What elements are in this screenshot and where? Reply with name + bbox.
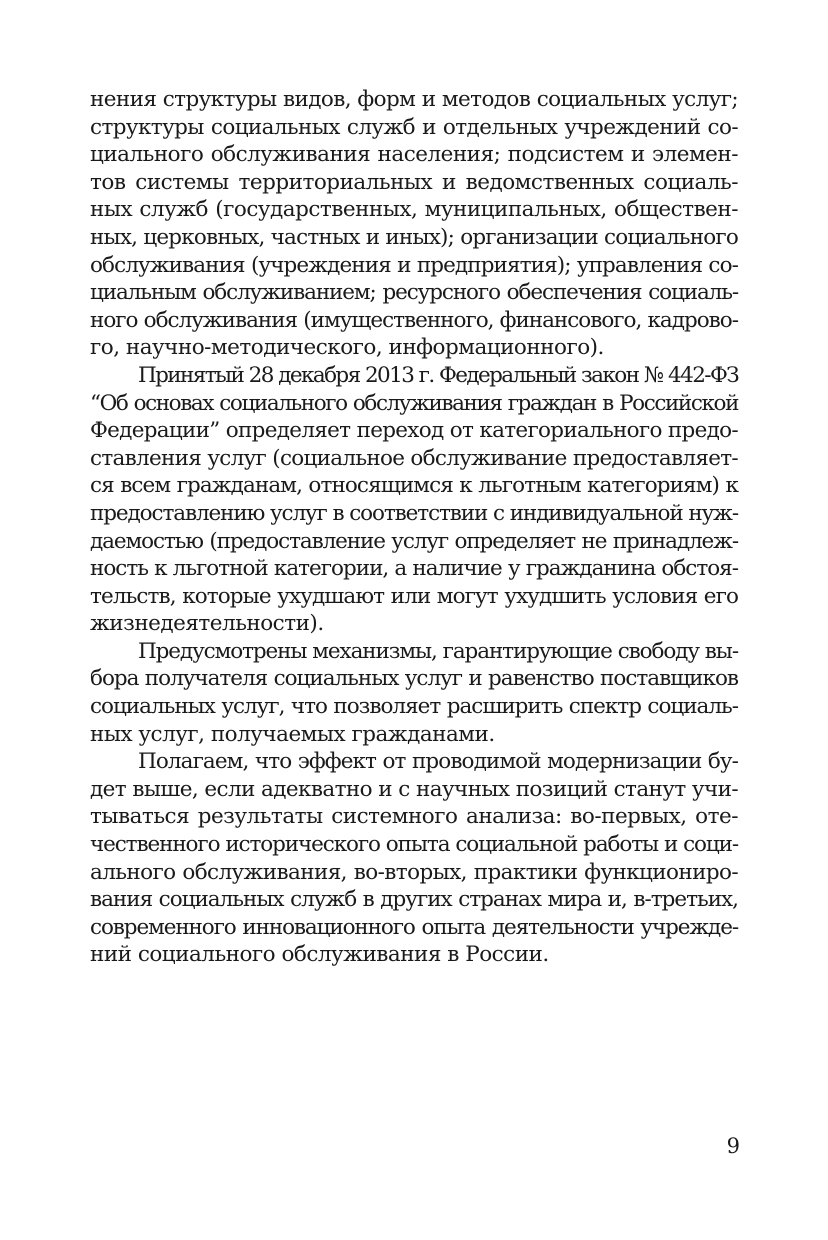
- paragraph-4: [90, 748, 738, 969]
- text-line: бора получателя социальных услуг и равенство поставщиков: [90, 666, 738, 692]
- text-line: ний социального обслуживания в России.: [90, 942, 549, 968]
- body-text: [90, 86, 738, 969]
- text-line: ных, церковных, частных и иных); организации социального: [90, 224, 738, 250]
- text-line: Предусмотрены механизмы, гарантирующие свободу вы-: [138, 638, 738, 664]
- text-line: тельств, которые ухудшают или могут ухудшить условия его: [90, 583, 738, 609]
- text-line: современного инновационного опыта деятельности учрежде-: [90, 914, 738, 940]
- text-line: ных служб (государственных, муниципальных, обществен-: [90, 197, 738, 223]
- text-line: циального обслуживания населения; подсистем и элемен-: [90, 142, 738, 168]
- text-line: тов системы территориальных и ведомственных социаль-: [90, 169, 738, 195]
- text-line: предоставлению услуг в соответствии с индивидуальной нуж-: [90, 500, 738, 526]
- text-line: ся всем гражданам, относящимся к льготным категориям) к: [90, 473, 738, 499]
- text-line: ных услуг, получаемых гражданами.: [90, 721, 495, 747]
- text-line: нения структуры видов, форм и методов социальных услуг;: [90, 87, 738, 112]
- paragraph-1: [90, 86, 738, 362]
- text-line: дет выше, если адекватно и с научных позиций станут учи-: [90, 776, 738, 802]
- text-line: тываться результаты системного анализа: во-первых, оте-: [90, 804, 738, 830]
- text-line: структуры социальных служб и отдельных учреждений со-: [90, 114, 738, 140]
- text-line: Федерации” определяет переход от категориального предо-: [90, 418, 738, 444]
- text-line: социальных услуг, что позволяет расширить спектр социаль-: [90, 694, 738, 720]
- text-line: циальным обслуживанием; ресурсного обеспечения социаль-: [90, 280, 738, 306]
- text-line: ность к льготной категории, а наличие у гражданина обстоя-: [90, 556, 738, 582]
- text-line: “Об основах социального обслуживания граждан в Российской: [90, 390, 738, 416]
- paragraph-3: [90, 638, 738, 748]
- paragraph-2: [90, 362, 738, 638]
- text-line: даемостью (предоставление услуг определяет не принадлеж-: [90, 528, 738, 554]
- text-line: жизнедеятельности).: [90, 611, 324, 637]
- text-line: Принятый 28 декабря 2013 г. Федеральный закон № 442-ФЗ: [138, 362, 738, 388]
- text-line: Полагаем, что эффект от проводимой модернизации бу-: [138, 749, 738, 775]
- text-line: обслуживания (учреждения и предприятия); управления со-: [90, 252, 738, 278]
- text-line: го, научно-методического, информационного).: [90, 335, 604, 361]
- text-line: вания социальных служб в других странах мира и, в-третьих,: [90, 887, 738, 913]
- page-number: 9: [726, 1134, 740, 1158]
- text-line: ставления услуг (социальное обслуживание предоставляет-: [90, 445, 738, 471]
- text-line: ного обслуживания (имущественного, финансового, кадрово-: [90, 307, 738, 333]
- text-line: ального обслуживания, во-вторых, практики функциониро-: [90, 859, 738, 885]
- text-line: чественного исторического опыта социальной работы и соци-: [90, 832, 738, 858]
